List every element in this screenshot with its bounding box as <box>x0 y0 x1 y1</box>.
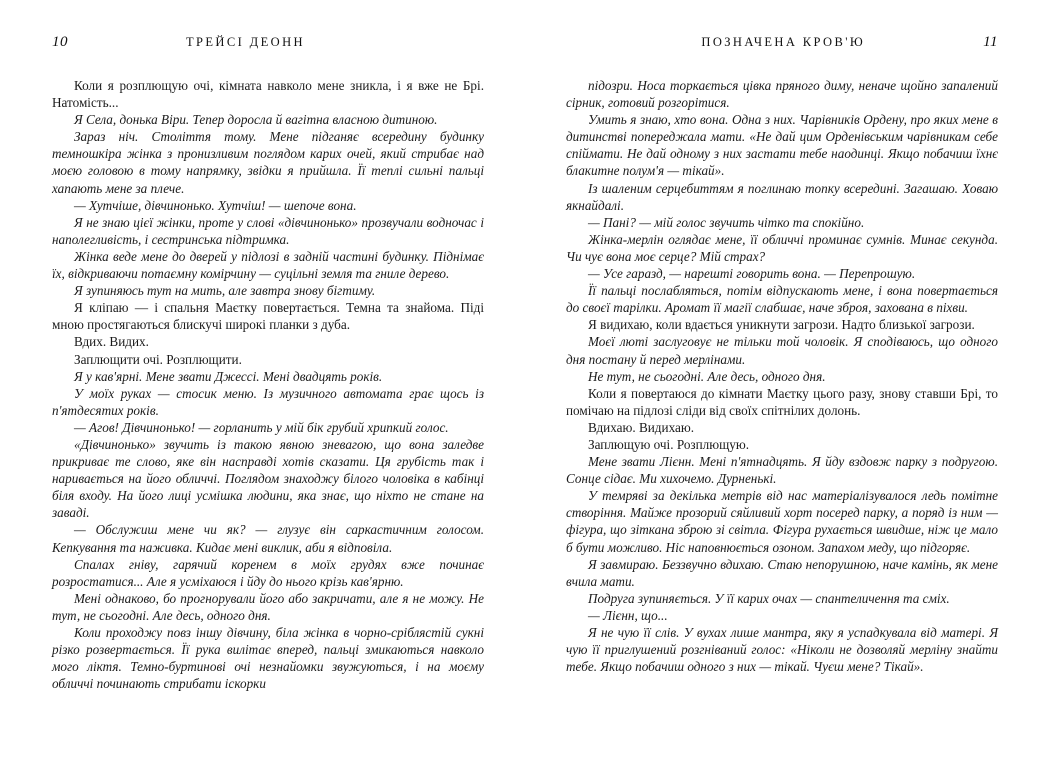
right-column-paragraph: Заплющую очі. Розплющую. <box>588 436 750 452</box>
right-column-paragraph: Я не чую її слів. У вухах лише мантра, яку я успадкувала від матері. Я чую її приглушений розгніваний голос: «Ніколи не дозволяй мерліну знайти тебе. Якщо побачиш одного з них — тікай. Чуєш мене? Тікай». <box>566 625 998 675</box>
right-column-paragraph: підозри. Носа торкається цівка пряного диму, неначе щойно запалений сірник, готовий розгорітися. <box>566 78 998 111</box>
right-column-paragraph: Не тут, не сьогодні. Але десь, одного дня. <box>588 368 826 384</box>
left-column-paragraph: — Агов! Дівчинонько! — горланить у мій бік грубий хрипкий голос. <box>74 419 449 435</box>
book-title: ПОЗНАЧЕНА КРОВ'Ю <box>701 35 866 49</box>
left-column-paragraph: Я Села, донька Віри. Тепер доросла й вагітна власною дитиною. <box>74 112 438 128</box>
left-column-paragraph: — Обслужиш мене чи як? — глузує він саркастичним голосом. Кепкування та наживка. Кидає мені виклик, аби я відповіла. <box>52 522 484 555</box>
right-column-paragraph: Її пальці послабляться, потім відпускають мене, і вона повертається до своєї тарілки. Аромат її магії слабшає, наче зброя, захована в піхви. <box>566 283 998 316</box>
running-head <box>52 34 998 51</box>
running-head-left <box>52 34 516 51</box>
left-column-paragraph: Заплющити очі. Розплющити. <box>74 351 242 367</box>
right-column-paragraph: Я завмираю. Беззвучно вдихаю. Стаю непорушною, наче камінь, як мене вчила мати. <box>566 556 998 589</box>
right-column-paragraph: Подруга зупиняється. У її карих очах — спантеличення та сміх. <box>588 590 950 606</box>
left-column-paragraph: Вдих. Видих. <box>74 334 149 350</box>
left-column-paragraph: — Хутчіше, дівчинонько. Хутчіш! — шепоче вона. <box>74 197 357 213</box>
right-column-paragraph: — Лієнн, що... <box>588 607 668 623</box>
left-column-paragraph: Я кліпаю — і спальня Маєтку повертається. Темна та знайома. Піді мною простягаються блискучі широкі планки з дуба. <box>52 300 484 333</box>
page-number-left: 10 <box>52 34 68 50</box>
running-head-right <box>534 34 998 51</box>
left-column-paragraph: Спалах гніву, гарячий коренем в моїх грудях вже починає розростатися... Але я усміхаюся і йду до нього крізь кав'ярню. <box>52 556 484 589</box>
right-column-paragraph: У темряві за декілька метрів від нас матеріалізувалося ледь помітне створіння. Майже прозорий сяйливий хорт посеред парку, а поряд із ним — фігура, що зіткана зброю зі світла. Фігура рухається швидше, ніж це мало б бути можливо. Ніс наповнюється озоном. Запахом меду, що підгоряє. <box>566 488 998 555</box>
left-column-paragraph: Зараз ніч. Століття тому. Мене підганяє всередину будинку темношкіра жінка з пронизливим поглядом карих очей, який стрибає над моєю головою в тому напрямку, звідки я прийшла. Її теплі сильні пальці хапають мене за плече. <box>52 129 484 196</box>
page-number-right: 11 <box>983 34 998 50</box>
right-column-paragraph: Мене звати Лієнн. Мені п'ятнадцять. Я йду вздовж парку з подругою. Сонце сідає. Ми хихочемо. Дурненькі. <box>566 454 998 487</box>
left-column-paragraph: Коли я розплющую очі, кімната навколо мене зникла, і я вже не Брі. Натомість... <box>52 78 484 111</box>
author-name: ТРЕЙСІ ДЕОНН <box>186 35 305 49</box>
right-column-paragraph: Моєї люті заслуговує не тільки той чоловік. Я сподіваюсь, що одного дня постану й перед мерлінами. <box>566 334 998 367</box>
left-column-paragraph: Я у кав'ярні. Мене звати Джессі. Мені двадцять років. <box>74 368 383 384</box>
right-column-paragraph: Жінка-мерлін оглядає мене, її обличчі проминає сумнів. Минає секунда. Чи чує вона моє серце? Мій страх? <box>566 231 998 264</box>
left-column-paragraph: Я не знаю цієї жінки, проте у слові «дівчинонько» прозвучали водночас і наполегливість, і сестринська підтримка. <box>52 214 484 247</box>
right-column-paragraph: Умить я знаю, хто вона. Одна з них. Чарівників Ордену, про яких мене в дитинстві попереджала мати. «Не дай цим Орденівським чарівникам себе спіймати. Не дай одному з них застати тебе наодинці. Якщо побачиш їхнє блакитне полум'я — тікай». <box>566 112 998 179</box>
right-column-paragraph: — Пані? — мій голос звучить чітко та спокійно. <box>588 214 865 230</box>
left-column-paragraph: «Дівчинонько» звучить із такою явною зневагою, що вона заледве прикриває те слово, яке він насправді хотів сказати. Ця грубість так і наривається на його обличчі. Поглядом знаходжу білого чоловіка в кабінці біля входу. На його лиці усмішка людини, яка знає, що ніхто не стане на заваді. <box>52 436 484 521</box>
right-column-paragraph: Я видихаю, коли вдається уникнути загрози. Надто близької загрози. <box>588 317 975 333</box>
left-column-paragraph: Жінка веде мене до дверей у підлозі в задній частині будинку. Піднімає їх, відкриваючи потаємну комірчину — суцільні земля та гниле дерево. <box>52 248 484 282</box>
right-column-paragraph: Вдихаю. Видихаю. <box>588 419 694 435</box>
left-column-paragraph: У моїх руках — стосик меню. Із музичного автомата грає щось із п'ятдесятих років. <box>52 385 484 418</box>
right-column-paragraph: Коли я повертаюся до кімнати Маєтку цього разу, знову ставши Брі, то помічаю на підлозі сліди від своїх спітнілих долонь. <box>566 385 998 418</box>
left-column-paragraph: Мені однаково, бо прогнорували його або закричати, але я не можу. Не тут, не сьогодні. Але десь, одного дня. <box>52 590 484 623</box>
left-text-column <box>52 77 484 692</box>
right-column-paragraph: Із шаленим серцебиттям я поглинаю топку всередині. Загашаю. Ховаю якнайдалі. <box>566 180 998 213</box>
left-column-paragraph: Я зупиняюсь тут на мить, але завтра знову бігтиму. <box>74 283 376 299</box>
right-text-column <box>566 77 998 692</box>
right-column-paragraph: — Усе гаразд, — нарешті говорить вона. — Перепрошую. <box>588 266 916 282</box>
body-columns <box>52 77 998 692</box>
left-column-paragraph: Коли проходжу повз іншу дівчину, біла жінка в чорно-сріблястій сукні різко розвертається. Її рука вилітає вперед, пальці змикаються навколо мого ліктя. Темно-буртинові очі незнайомки звужуються, і на моєму обличчі починають стрибати іскорки <box>52 625 484 692</box>
